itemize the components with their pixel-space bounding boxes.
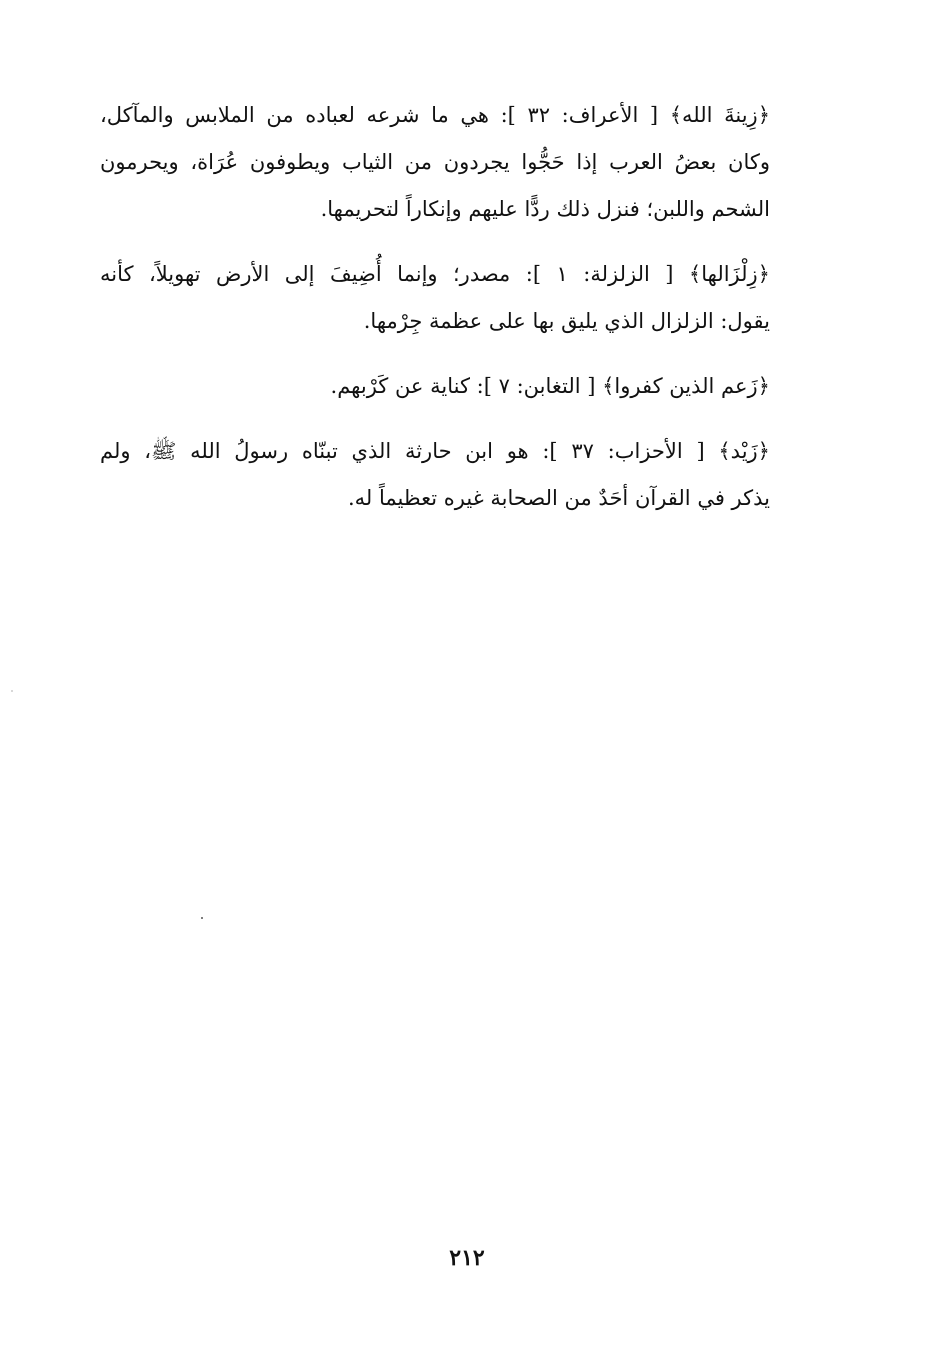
entry-zaama	[100, 363, 770, 410]
scan-speck	[11, 690, 13, 692]
text-line: ﴿زَيْد﴾ [ الأحزاب: ٣٧ ]: هو ابن حارثة الذي تبنّاه رسولُ الله ﷺ، ولم	[100, 439, 770, 463]
entry-zinat-allah	[100, 92, 770, 233]
text-line: وكان بعضُ العرب إذا حَجُّوا يجردون من الثياب ويطوفون عُرَاة، ويحرمون	[100, 150, 770, 174]
text-line: يقول: الزلزال الذي يليق بها على عظمة جِرْمها.	[363, 309, 770, 333]
text-line: ﴿زَعم الذين كفروا﴾ [ التغابن: ٧ ]: كناية عن كَرْبهم.	[330, 374, 770, 398]
text-line: يذكر في القرآن أحَدٌ من الصحابة غيره تعظيماً له.	[348, 486, 770, 510]
text-line: الشحم واللبن؛ فنزل ذلك ردًّا عليهم وإنكاراً لتحريمها.	[320, 197, 770, 221]
page-number: ٢١٢	[449, 1245, 485, 1271]
scan-speck	[201, 917, 203, 919]
glossary-content	[100, 92, 770, 540]
entry-zilzalaha	[100, 251, 770, 345]
text-line: ﴿زِينةَ الله﴾ [ الأعراف: ٣٢ ]: هي ما شرعه لعباده من الملابس والمآكل،	[100, 103, 771, 127]
entry-zayd	[100, 428, 770, 522]
text-line: ﴿زِلْزَالها﴾ [ الزلزلة: ١ ]: مصدر؛ وإنما أُضِيفَ إلى الأرض تهويلاً، كأنه	[100, 262, 770, 286]
